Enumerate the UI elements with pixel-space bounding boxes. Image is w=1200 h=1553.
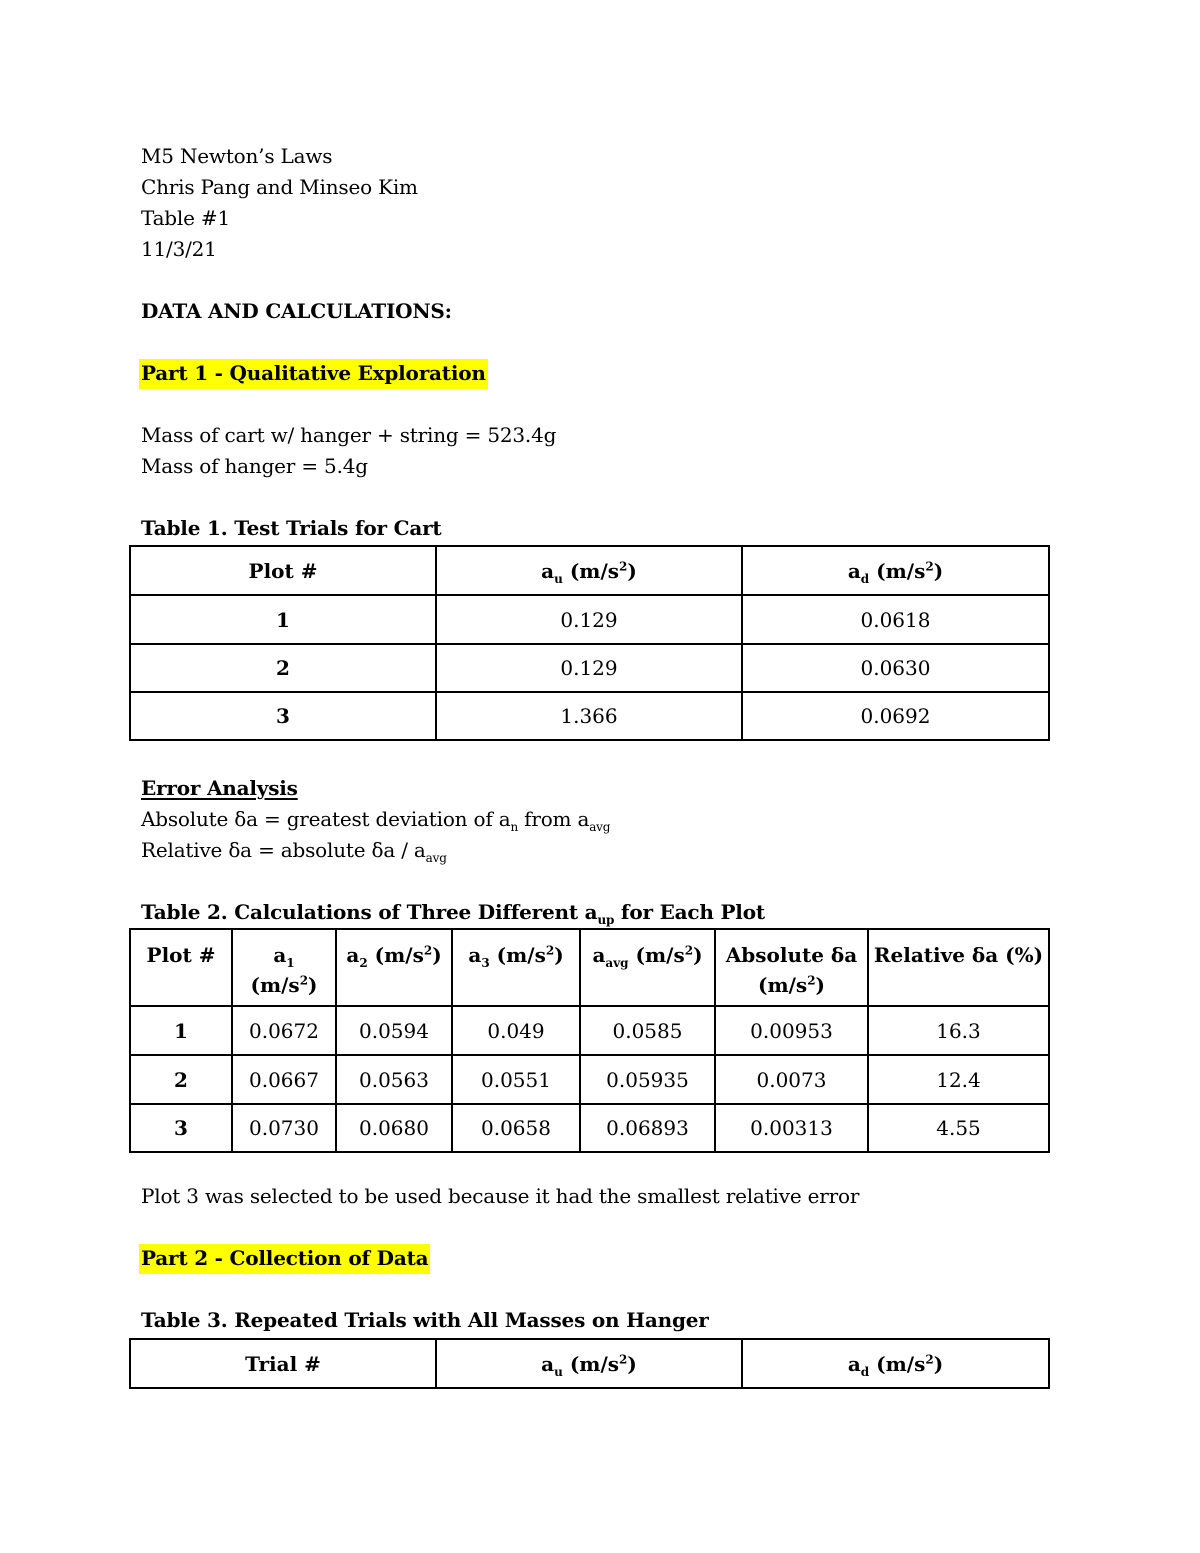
table-number: Table #1 <box>141 206 230 230</box>
table1-cell: 2 <box>130 644 436 692</box>
part1-heading <box>141 361 488 385</box>
table2-header-plot: Plot # <box>130 929 232 1006</box>
table2-cell: 12.4 <box>868 1055 1049 1104</box>
table1-cell: 1.366 <box>436 692 742 740</box>
doc-title: M5 Newton’s Laws <box>141 144 333 168</box>
table2-cell: 3 <box>130 1104 232 1152</box>
table1-header-row <box>130 546 1049 595</box>
table-row <box>130 692 1049 740</box>
table2-cell: 0.0658 <box>452 1104 580 1152</box>
table2-cell: 0.00313 <box>715 1104 868 1152</box>
date: 11/3/21 <box>141 237 217 261</box>
part2-heading <box>141 1246 430 1270</box>
table-row <box>130 644 1049 692</box>
table1-cell: 3 <box>130 692 436 740</box>
table2-cell: 0.0667 <box>232 1055 336 1104</box>
table1-cell: 0.129 <box>436 644 742 692</box>
table2-cell: 1 <box>130 1006 232 1055</box>
plot-selection-note: Plot 3 was selected to be used because it had the smallest relative error <box>141 1184 860 1208</box>
table2-cell: 0.0563 <box>336 1055 452 1104</box>
mass-cart: Mass of cart w/ hanger + string = 523.4g <box>141 423 557 447</box>
table2-header-a1: $a_1$ $(m/s^2)$ <box>232 929 336 1006</box>
table3-header-au: $a_u$ $(m/s^2)$ <box>436 1339 742 1388</box>
table2-cell: 2 <box>130 1055 232 1104</box>
table2-header-aavg: $a_{avg}$ $(m/s^2)$ <box>580 929 715 1006</box>
error-analysis-heading: Error Analysis <box>141 776 298 800</box>
table1-cell: 0.0630 <box>742 644 1049 692</box>
table2 <box>129 928 1050 1153</box>
table1-header-au: $a_u$ $(m/s^2)$ <box>436 546 742 595</box>
table2-header-a2: $a_2$ $(m/s^2)$ <box>336 929 452 1006</box>
table2-cell: 0.0551 <box>452 1055 580 1104</box>
table-row <box>130 1006 1049 1055</box>
table1 <box>129 545 1050 741</box>
table2-cell: 4.55 <box>868 1104 1049 1152</box>
mass-hanger: Mass of hanger = 5.4g <box>141 454 368 478</box>
table2-cell: 0.0073 <box>715 1055 868 1104</box>
table2-header-absolute: Absolute δa $(m/s^2)$ <box>715 929 868 1006</box>
table1-header-ad: $a_d$ $(m/s^2)$ <box>742 546 1049 595</box>
table2-cell: 0.05935 <box>580 1055 715 1104</box>
section-heading: DATA AND CALCULATIONS: <box>141 299 452 323</box>
table-row <box>130 1055 1049 1104</box>
part2-heading-text: Part 2 - Collection of Data <box>139 1244 430 1274</box>
table2-cell: 0.0585 <box>580 1006 715 1055</box>
table2-cell: 0.0680 <box>336 1104 452 1152</box>
table3-header-ad: $a_d$ $(m/s^2)$ <box>742 1339 1049 1388</box>
absolute-error-definition: Absolute δa = greatest deviation of $a_n$ from $a_{avg}$ <box>141 807 611 834</box>
table2-cell: 16.3 <box>868 1006 1049 1055</box>
table-row <box>130 595 1049 644</box>
table1-caption: Table 1. Test Trials for Cart <box>141 516 442 540</box>
table2-cell: 0.0730 <box>232 1104 336 1152</box>
table1-cell: 0.0618 <box>742 595 1049 644</box>
authors: Chris Pang and Minseo Kim <box>141 175 418 199</box>
table2-cell: 0.0672 <box>232 1006 336 1055</box>
table2-header-row <box>130 929 1049 1006</box>
table3 <box>129 1338 1050 1389</box>
table2-cell: 0.00953 <box>715 1006 868 1055</box>
table1-cell: 0.129 <box>436 595 742 644</box>
table2-header-relative: Relative δa (%) <box>868 929 1049 1006</box>
relative-error-definition: Relative δa = absolute δa / $a_{avg}$ <box>141 838 447 865</box>
table2-caption: Table 2. Calculations of Three Different $a_{up}$ for Each Plot <box>141 900 765 927</box>
table3-header-trial: Trial # <box>130 1339 436 1388</box>
table2-cell: 0.06893 <box>580 1104 715 1152</box>
table1-cell: 0.0692 <box>742 692 1049 740</box>
part1-heading-text: Part 1 - Qualitative Exploration <box>139 359 488 389</box>
table2-header-a3: $a_3$ $(m/s^2)$ <box>452 929 580 1006</box>
table3-header-row <box>130 1339 1049 1388</box>
table1-cell: 1 <box>130 595 436 644</box>
table3-caption: Table 3. Repeated Trials with All Masses on Hanger <box>141 1308 709 1332</box>
table2-cell: 0.049 <box>452 1006 580 1055</box>
table-row <box>130 1104 1049 1152</box>
table2-cell: 0.0594 <box>336 1006 452 1055</box>
table1-header-plot: Plot # <box>130 546 436 595</box>
